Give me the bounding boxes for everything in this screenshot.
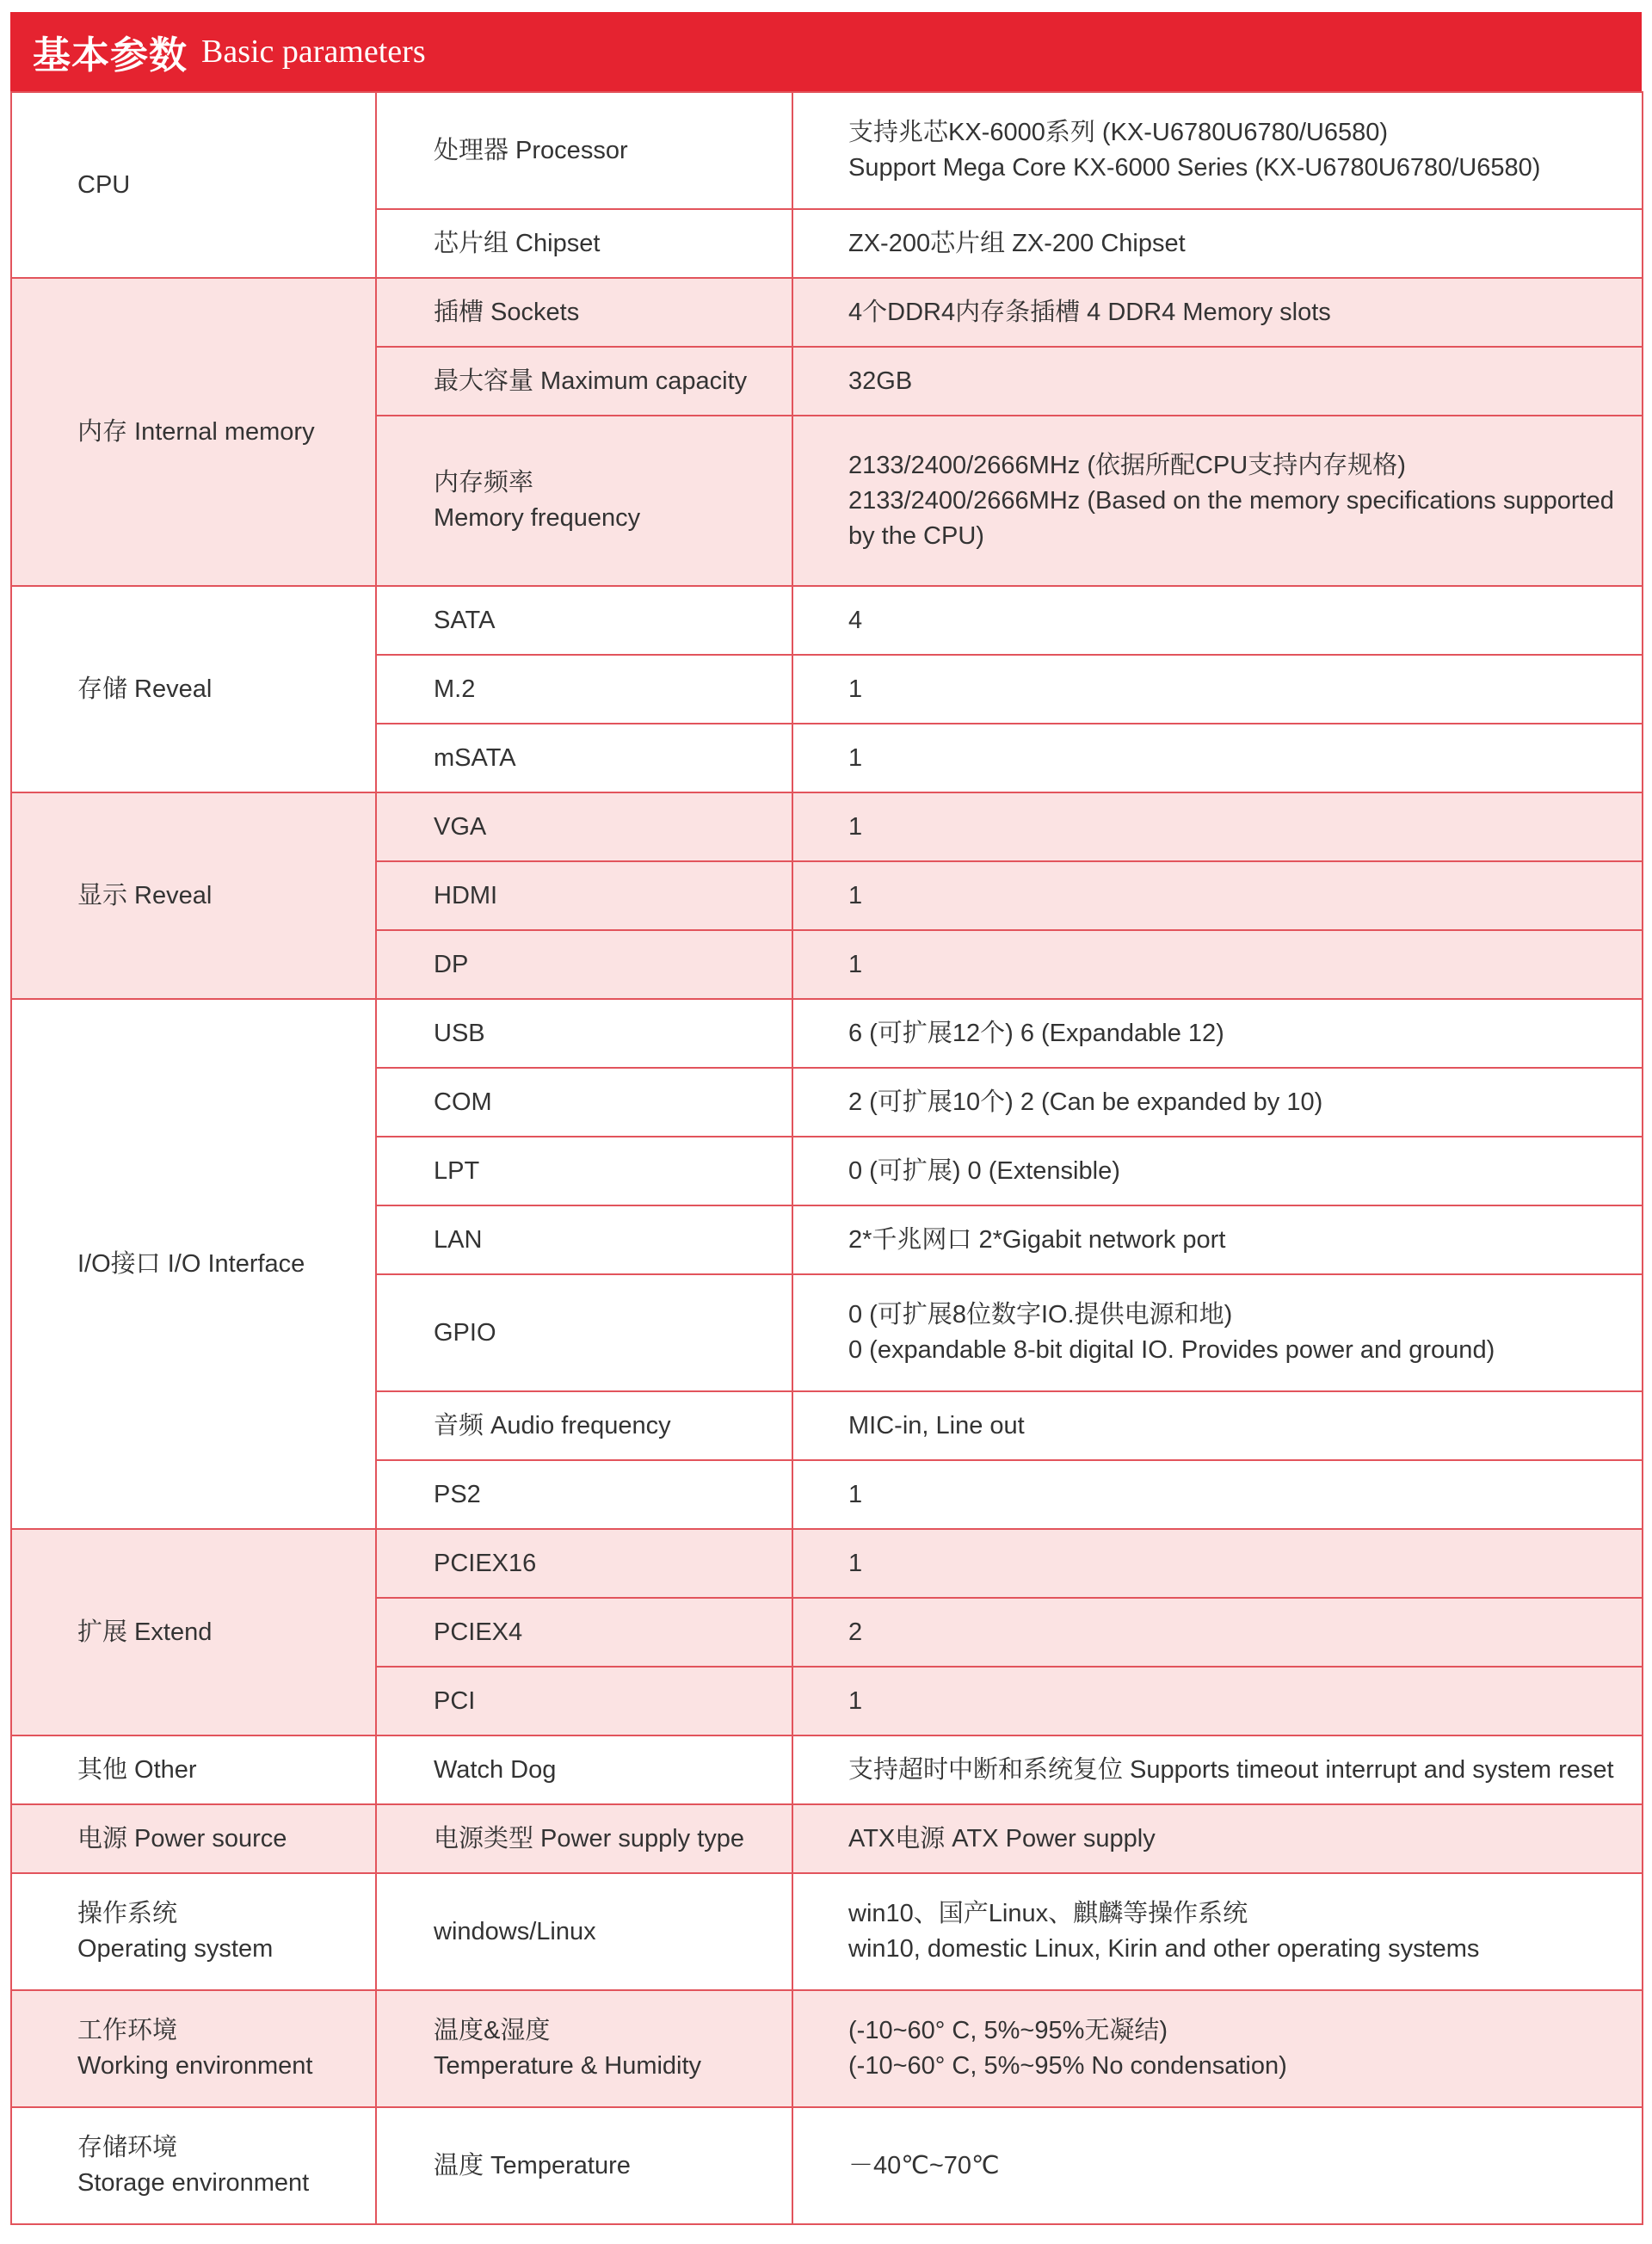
value-text-line: 支持兆芯KX-6000系列 (KX-U6780U6780/U6580) bbox=[848, 119, 1388, 146]
parameter-cell bbox=[376, 724, 792, 792]
value-text-line: Support Mega Core KX-6000 Series (KX-U6780U6780/U6580) bbox=[848, 154, 1541, 182]
parameter-cell bbox=[376, 1391, 792, 1460]
category-label-line: 存储 Reveal bbox=[77, 675, 213, 703]
section-title-en: Basic parameters bbox=[201, 34, 426, 70]
value-text-line: (-10~60° C, 5%~95% No condensation) bbox=[848, 2052, 1287, 2080]
category-cell bbox=[11, 2107, 376, 2224]
parameter-label-line: 插槽 Sockets bbox=[434, 298, 580, 326]
category-label-line: Working environment bbox=[77, 2052, 313, 2080]
table-row bbox=[11, 999, 1643, 1068]
value-text-line: 0 (可扩展) 0 (Extensible) bbox=[848, 1156, 1120, 1185]
value-cell bbox=[792, 999, 1643, 1068]
parameter-cell bbox=[376, 209, 792, 278]
value-text-line: 1 bbox=[848, 675, 863, 703]
parameter-label-line: mSATA bbox=[434, 743, 516, 772]
table-row bbox=[11, 1990, 1643, 2107]
parameter-label-line: Memory frequency bbox=[434, 504, 641, 532]
table-row bbox=[11, 586, 1643, 655]
parameter-cell bbox=[376, 1667, 792, 1735]
table-row bbox=[11, 1873, 1643, 1990]
category-label-line: Operating system bbox=[77, 1935, 274, 1963]
category-label-line: 显示 Reveal bbox=[77, 881, 213, 909]
value-text-line: ZX-200芯片组 ZX-200 Chipset bbox=[848, 229, 1186, 257]
parameter-label-line: 芯片组 Chipset bbox=[434, 229, 601, 257]
category-cell bbox=[11, 1529, 376, 1735]
value-cell bbox=[792, 1735, 1643, 1804]
parameter-cell bbox=[376, 999, 792, 1068]
value-text-line: ATX电源 ATX Power supply bbox=[848, 1824, 1156, 1853]
value-text-line: 32GB bbox=[848, 367, 913, 395]
parameter-cell bbox=[376, 1460, 792, 1529]
value-text-line: 1 bbox=[848, 812, 863, 841]
value-text-line: 4 bbox=[848, 606, 863, 634]
parameter-label-line: 最大容量 Maximum capacity bbox=[434, 367, 748, 395]
parameter-cell bbox=[376, 1529, 792, 1598]
parameter-cell bbox=[376, 92, 792, 209]
table-row bbox=[11, 2107, 1643, 2224]
value-text-line: 1 bbox=[848, 743, 863, 772]
value-text-line: 1 bbox=[848, 1480, 863, 1508]
category-cell bbox=[11, 792, 376, 999]
parameter-cell bbox=[376, 278, 792, 347]
table-row bbox=[11, 92, 1643, 209]
value-text-line: －40℃~70℃ bbox=[848, 2151, 1000, 2179]
parameter-label-line: USB bbox=[434, 1019, 485, 1047]
parameter-cell bbox=[376, 1804, 792, 1873]
parameter-cell bbox=[376, 347, 792, 416]
value-cell bbox=[792, 278, 1643, 347]
parameter-label-line: 内存频率 bbox=[434, 469, 534, 496]
parameter-label-line: 温度&湿度 bbox=[434, 2017, 551, 2044]
parameter-label-line: 温度 Temperature bbox=[434, 2151, 631, 2179]
value-cell bbox=[792, 586, 1643, 655]
parameter-cell bbox=[376, 1598, 792, 1667]
value-text-line: 1 bbox=[848, 1686, 863, 1715]
value-cell bbox=[792, 92, 1643, 209]
value-cell bbox=[792, 1598, 1643, 1667]
value-cell bbox=[792, 792, 1643, 861]
parameter-label-line: HDMI bbox=[434, 881, 498, 909]
parameter-cell bbox=[376, 861, 792, 930]
category-cell bbox=[11, 586, 376, 792]
category-label-line: 工作环境 bbox=[77, 2017, 178, 2044]
category-label-line: Storage environment bbox=[77, 2169, 310, 2197]
parameter-label-line: PCIEX4 bbox=[434, 1618, 523, 1646]
parameter-label-line: 电源类型 Power supply type bbox=[434, 1824, 745, 1853]
category-label-line: 内存 Internal memory bbox=[77, 417, 315, 446]
category-label-line: I/O接口 I/O Interface bbox=[77, 1249, 305, 1278]
value-cell bbox=[792, 1068, 1643, 1137]
category-label-line: 其他 Other bbox=[77, 1755, 197, 1784]
spec-table-body bbox=[11, 92, 1643, 2224]
value-text-line: 1 bbox=[848, 881, 863, 909]
parameter-label-line: COM bbox=[434, 1088, 492, 1116]
table-row bbox=[11, 1804, 1643, 1873]
parameter-label-line: PCIEX16 bbox=[434, 1549, 537, 1577]
value-text-line: 2 (可扩展10个) 2 (Can be expanded by 10) bbox=[848, 1088, 1323, 1116]
parameter-cell bbox=[376, 655, 792, 724]
parameter-label-line: 音频 Audio frequency bbox=[434, 1411, 671, 1439]
parameter-cell bbox=[376, 1205, 792, 1274]
value-cell bbox=[792, 416, 1643, 586]
value-text-line: win10、国产Linux、麒麟等操作系统 bbox=[848, 1900, 1248, 1927]
category-cell bbox=[11, 278, 376, 586]
value-text-line: (-10~60° C, 5%~95%无凝结) bbox=[848, 2017, 1168, 2044]
value-text-line: 2*千兆网口 2*Gigabit network port bbox=[848, 1225, 1226, 1254]
parameter-label-line: PCI bbox=[434, 1686, 476, 1715]
parameter-label-line: windows/Linux bbox=[434, 1917, 596, 1945]
parameter-label-line: Watch Dog bbox=[434, 1755, 557, 1784]
category-cell bbox=[11, 92, 376, 278]
section-header bbox=[10, 12, 1642, 91]
category-label-line: 扩展 Extend bbox=[77, 1618, 213, 1646]
category-cell bbox=[11, 1804, 376, 1873]
value-text-line: 6 (可扩展12个) 6 (Expandable 12) bbox=[848, 1019, 1224, 1047]
parameter-label-line: Temperature & Humidity bbox=[434, 2052, 702, 2080]
parameter-cell bbox=[376, 416, 792, 586]
value-cell bbox=[792, 1990, 1643, 2107]
parameter-cell bbox=[376, 792, 792, 861]
parameter-cell bbox=[376, 1274, 792, 1391]
parameter-cell bbox=[376, 1735, 792, 1804]
value-cell bbox=[792, 1460, 1643, 1529]
category-cell bbox=[11, 1990, 376, 2107]
value-text-line: 0 (可扩展8位数字IO.提供电源和地) bbox=[848, 1301, 1233, 1329]
section-title-zh: 基本参数 bbox=[33, 34, 188, 77]
category-cell bbox=[11, 1735, 376, 1804]
value-cell bbox=[792, 1804, 1643, 1873]
parameter-cell bbox=[376, 1137, 792, 1205]
parameter-label-line: LPT bbox=[434, 1156, 480, 1185]
value-cell bbox=[792, 209, 1643, 278]
parameter-label-line: SATA bbox=[434, 606, 496, 634]
parameter-label-line: M.2 bbox=[434, 675, 476, 703]
value-cell bbox=[792, 1529, 1643, 1598]
parameter-cell bbox=[376, 930, 792, 999]
value-cell bbox=[792, 1391, 1643, 1460]
parameter-cell bbox=[376, 1068, 792, 1137]
table-row bbox=[11, 792, 1643, 861]
value-cell bbox=[792, 347, 1643, 416]
category-cell bbox=[11, 999, 376, 1529]
category-label-line: 电源 Power source bbox=[77, 1824, 287, 1853]
value-cell bbox=[792, 1873, 1643, 1990]
category-cell bbox=[11, 1873, 376, 1990]
value-cell bbox=[792, 724, 1643, 792]
value-text-line: win10, domestic Linux, Kirin and other operating systems bbox=[848, 1935, 1480, 1963]
value-cell bbox=[792, 861, 1643, 930]
value-text-line: 1 bbox=[848, 950, 863, 978]
value-cell bbox=[792, 655, 1643, 724]
table-row bbox=[11, 278, 1643, 347]
spec-table bbox=[10, 91, 1643, 2225]
category-label-line: 操作系统 bbox=[77, 1900, 178, 1927]
parameter-label-line: GPIO bbox=[434, 1318, 496, 1347]
value-cell bbox=[792, 930, 1643, 999]
value-text-line: 2133/2400/2666MHz (依据所配CPU支持内存规格) bbox=[848, 451, 1406, 479]
parameter-cell bbox=[376, 586, 792, 655]
parameter-cell bbox=[376, 1990, 792, 2107]
value-cell bbox=[792, 1205, 1643, 1274]
value-text-line: 4个DDR4内存条插槽 4 DDR4 Memory slots bbox=[848, 298, 1331, 326]
parameter-label-line: DP bbox=[434, 950, 469, 978]
parameter-label-line: 处理器 Processor bbox=[434, 136, 628, 164]
category-label-line: CPU bbox=[77, 170, 131, 199]
value-cell bbox=[792, 2107, 1643, 2224]
parameter-cell bbox=[376, 1873, 792, 1990]
parameter-label-line: PS2 bbox=[434, 1480, 481, 1508]
value-cell bbox=[792, 1274, 1643, 1391]
parameter-label-line: VGA bbox=[434, 812, 487, 841]
table-row bbox=[11, 1735, 1643, 1804]
value-text-line: MIC-in, Line out bbox=[848, 1411, 1025, 1439]
value-text-line: 2 bbox=[848, 1618, 863, 1646]
value-text-line: 2133/2400/2666MHz (Based on the memory specifications supported bbox=[848, 486, 1614, 515]
value-cell bbox=[792, 1667, 1643, 1735]
table-row bbox=[11, 1529, 1643, 1598]
value-text-line: 1 bbox=[848, 1549, 863, 1577]
parameter-label-line: LAN bbox=[434, 1225, 483, 1254]
value-text-line: by the CPU) bbox=[848, 521, 984, 550]
value-text-line: 0 (expandable 8-bit digital IO. Provides power and ground) bbox=[848, 1336, 1495, 1364]
value-text-line: 支持超时中断和系统复位 Supports timeout interrupt and system reset bbox=[848, 1755, 1614, 1784]
parameter-cell bbox=[376, 2107, 792, 2224]
value-cell bbox=[792, 1137, 1643, 1205]
category-label-line: 存储环境 bbox=[77, 2134, 178, 2161]
